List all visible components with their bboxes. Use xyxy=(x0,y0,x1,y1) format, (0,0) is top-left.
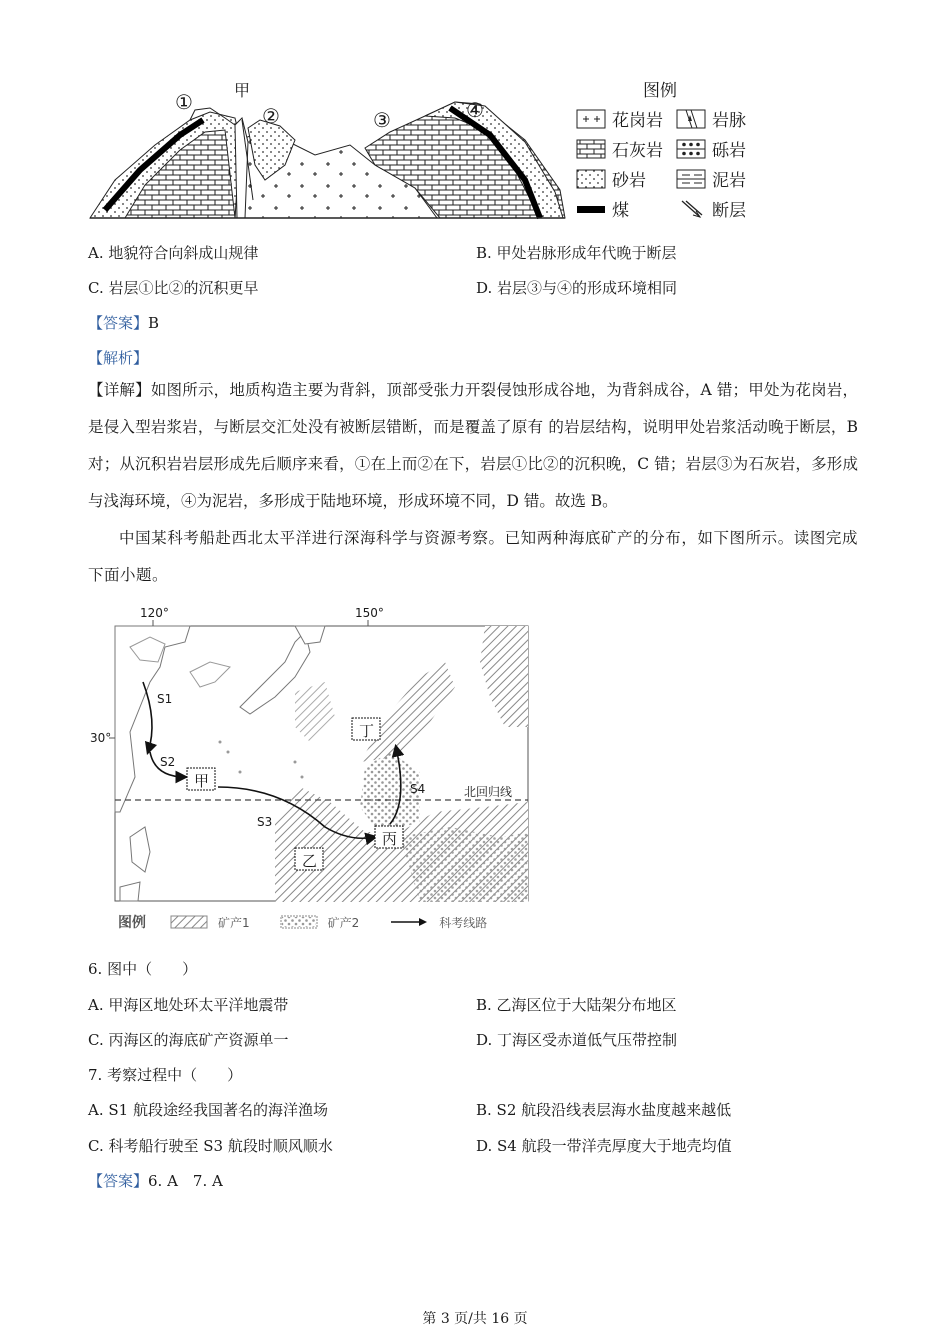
q7-option-b: B. S2 航段沿线表层海水盐度越来越低 xyxy=(476,1101,732,1119)
q7-stem: 7. 考察过程中（ ） xyxy=(88,1066,243,1084)
q5-option-b: B. 甲处岩脉形成年代晚于断层 xyxy=(476,244,677,262)
lon-120-label: 120° xyxy=(140,606,169,620)
answer-tag: 【答案】 xyxy=(88,314,149,332)
q5-option-d: D. 岩层③与④的形成环境相同 xyxy=(476,279,678,297)
q6-option-d: D. 丁海区受赤道低气压带控制 xyxy=(476,1031,678,1049)
sandstone-swatch-icon xyxy=(576,169,606,189)
conglomerate-swatch-icon xyxy=(676,139,706,159)
legend-sandstone xyxy=(576,166,646,191)
legend-fault xyxy=(676,196,746,221)
legend-label-limestone: 石灰岩 xyxy=(612,141,663,161)
region-yi-label: 乙 xyxy=(302,852,318,870)
geologic-section-figure xyxy=(85,70,570,225)
q7-option-c: C. 科考船行驶至 S3 航段时顺风顺水 xyxy=(88,1137,333,1155)
map-legend-title: 图例 xyxy=(118,915,146,931)
route-s4-label: S4 xyxy=(410,782,426,796)
granite-swatch-icon xyxy=(576,109,606,129)
q5-option-c: C. 岩层①比②的沉积更早 xyxy=(88,279,259,297)
legend-label-conglomerate: 砾岩 xyxy=(712,141,746,161)
region-jia-label: 甲 xyxy=(194,772,210,790)
label-layer-1: ① xyxy=(175,90,193,114)
route-s3-label: S3 xyxy=(257,815,273,829)
mineral1-swatch-icon xyxy=(170,915,208,929)
intro-paragraph: 中国某科考船赴西北太平洋进行深海科学与资源考察。已知两种海底矿产的分布，如下图所示。读图完成下面小题。 xyxy=(88,529,858,584)
legend-limestone xyxy=(576,136,663,161)
legend-label-sandstone: 砂岩 xyxy=(612,171,646,191)
fault-swatch-icon xyxy=(676,199,706,219)
legend-mudstone xyxy=(676,166,746,191)
detail-tag: 【详解】 xyxy=(88,381,151,399)
q6-option-b: B. 乙海区位于大陆架分布地区 xyxy=(476,996,677,1014)
q6-option-c: C. 丙海区的海底矿产资源单一 xyxy=(88,1031,289,1049)
region-bing-label: 丙 xyxy=(382,830,398,848)
limestone-swatch-icon xyxy=(576,139,606,159)
lon-150-label: 150° xyxy=(355,606,384,620)
legend-coal xyxy=(576,196,629,221)
legend-dike xyxy=(676,106,746,131)
legend-label-coal: 煤 xyxy=(612,201,629,221)
label-layer-3: ③ xyxy=(373,108,391,132)
map-legend xyxy=(118,912,487,932)
map-legend-mineral2: 矿产2 xyxy=(327,915,360,930)
legend-conglomerate xyxy=(676,136,746,161)
q7-option-a: A. S1 航段途经我国著名的海洋渔场 xyxy=(88,1101,328,1119)
q7-option-d: D. S4 航段一带洋壳厚度大于地壳均值 xyxy=(476,1137,732,1155)
q5-option-a: A. 地貌符合向斜成山规律 xyxy=(88,244,259,262)
answer-value-67: 6. A 7. A xyxy=(148,1172,223,1190)
page-footer: 第 3 页/共 16 页 xyxy=(422,1311,528,1327)
lat-30-label: 30° xyxy=(90,731,112,745)
answer-value: B xyxy=(148,314,160,332)
q6-option-a: A. 甲海区地处环太平洋地震带 xyxy=(88,996,289,1014)
legend-label-granite: 花岗岩 xyxy=(612,111,663,131)
map-legend-route: 科考线路 xyxy=(439,915,488,930)
region-ding-label: 丁 xyxy=(359,722,375,740)
detail-text: 如图所示，地质构造主要为背斜，顶部受张力开裂侵蚀形成谷地，为背斜成谷，A 错；甲处为花岗岩，是侵入型岩浆岩，与断层交汇处没有被断层错断，而是覆盖了原有 的岩层结构，说明甲处岩浆活动晚于断层，B 对；从沉积岩岩层形成先后顺序来看，①在上而②在下，岩层①比②的沉积晚，C 错；岩层③为石灰岩，多形成与浅海环境，④为泥岩，多形成于陆地环境，形成环境不同，D 错。故选 B。 xyxy=(88,381,858,510)
dike-swatch-icon xyxy=(676,109,706,129)
legend-granite xyxy=(576,106,663,131)
mudstone-swatch-icon xyxy=(676,169,706,189)
answer-6-7 xyxy=(88,1170,223,1191)
label-layer-4: ④ xyxy=(466,98,484,122)
route-s2-label: S2 xyxy=(160,755,176,769)
label-jia: 甲 xyxy=(234,81,251,100)
answer-5 xyxy=(88,312,159,333)
legend-label-fault: 断层 xyxy=(712,201,746,221)
route-arrow-icon xyxy=(389,917,429,927)
map-legend-mineral1: 矿产1 xyxy=(218,915,250,930)
legend-label-mudstone: 泥岩 xyxy=(712,171,746,191)
legend-label-dike: 岩脉 xyxy=(712,111,746,131)
answer-tag-67: 【答案】 xyxy=(88,1172,149,1190)
label-layer-2: ② xyxy=(262,104,280,128)
tropic-label: 北回归线 xyxy=(464,785,513,799)
detail-paragraph xyxy=(88,372,858,520)
analysis-tag: 【解析】 xyxy=(88,349,149,367)
mineral2-swatch-icon xyxy=(280,915,318,929)
legend-title: 图例 xyxy=(643,81,677,101)
route-s1-label: S1 xyxy=(157,692,173,706)
q6-stem: 6. 图中（ ） xyxy=(88,960,198,978)
coal-swatch-icon xyxy=(576,199,606,219)
pacific-map-figure xyxy=(90,602,540,932)
